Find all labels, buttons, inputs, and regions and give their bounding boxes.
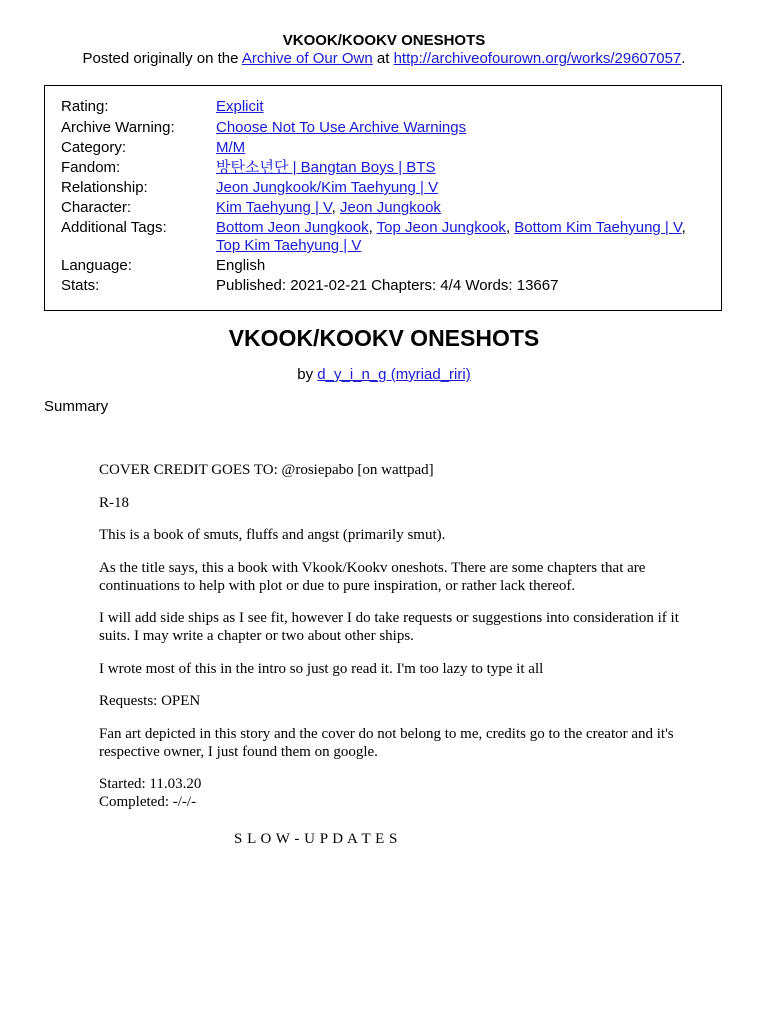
category-label: Category:	[61, 139, 127, 156]
summary-paragraph: COVER CREDIT GOES TO: @rosiepabo [on wattpad]	[99, 462, 434, 478]
summary-heading: Summary	[44, 398, 109, 415]
summary-paragraph: I wrote most of this in the intro so just go read it. I'm too lazy to type it all	[99, 660, 544, 677]
language-value: English	[216, 257, 266, 274]
summary-paragraph: I will add side ships as I see fit, however I do take requests or suggestions into consideration if it suits. I may write a chapter or two about other ships.	[99, 610, 679, 644]
tag-link[interactable]: Top Kim Taehyung | V	[216, 237, 362, 254]
character-label: Character:	[61, 199, 132, 216]
started-completed	[99, 775, 699, 811]
stats-label: Stats:	[61, 277, 100, 294]
warning-link[interactable]: Choose Not To Use Archive Warnings	[216, 119, 467, 136]
document-header-title: VKOOK/KOOKV ONESHOTS	[282, 32, 486, 49]
summary-paragraph: This is a book of smuts, fluffs and angst (primarily smut).	[99, 527, 446, 543]
posted-line	[0, 50, 768, 68]
rating-link[interactable]: Explicit	[216, 98, 264, 115]
posted-prefix: Posted originally on the	[82, 50, 239, 67]
summary-paragraph: As the title says, this a book with Vkook/Kookv oneshots. There are some chapters that are continuations to help with plot or due to pure inspiration, or rather lack thereof.	[99, 559, 646, 594]
tag-link[interactable]: Top Jeon Jungkook	[376, 219, 506, 236]
category-link[interactable]: M/M	[216, 139, 246, 156]
started-date: Started: 11.03.20	[99, 776, 202, 792]
at-text: at	[376, 50, 390, 67]
author-link[interactable]: d_y_i_n_g (myriad_riri)	[317, 366, 471, 383]
tag-link[interactable]: Bottom Jeon Jungkook	[216, 219, 369, 236]
slow-updates-note: S L O W - U P D A T E S	[234, 831, 398, 847]
language-label: Language:	[61, 257, 132, 274]
byline	[0, 366, 768, 384]
tags-label: Additional Tags:	[61, 219, 167, 236]
fandom-link[interactable]: 방탄소년단 | Bangtan Boys | BTS	[216, 159, 436, 176]
summary-paragraph: Requests: OPEN	[99, 693, 201, 709]
summary-paragraph: R-18	[99, 494, 129, 511]
character-link[interactable]: Kim Taehyung | V	[216, 199, 332, 216]
work-title: VKOOK/KOOKV ONESHOTS	[228, 325, 540, 351]
warning-label: Archive Warning:	[61, 119, 175, 136]
by-text: by	[297, 366, 314, 383]
tag-link[interactable]: Bottom Kim Taehyung | V	[514, 219, 682, 236]
completed-date: Completed: -/-/-	[99, 794, 197, 810]
summary-text	[99, 461, 699, 826]
relationship-label: Relationship:	[61, 179, 148, 196]
archive-link[interactable]: Archive of Our Own	[241, 50, 373, 67]
stats-value: Published: 2021-02-21 Chapters: 4/4 Words: 13667	[216, 277, 559, 294]
rating-label: Rating:	[61, 98, 109, 115]
character-link[interactable]: Jeon Jungkook	[340, 199, 441, 216]
metadata-box: Rating: Explicit Archive Warning: Choose Not To Use Archive Warnings Category: M/M Fandom: 방탄소년단 | Bangtan Boys | BTS Relationship: Jeon Jungkook/Kim Taehyung | V Character: Kim Taehyung | V, Jeon Jungkook Additional Tags: Bottom Jeon Jungkook, Top Jeon Jungkook, Bottom Kim Taehyung | V, Top Kim Taehyung | V Language: English Stats: Published: 2021-02-21 Chapters: 4/4 Words: 13667	[44, 85, 722, 311]
work-url-link[interactable]: http://archiveofourown.org/works/29607057	[393, 50, 682, 67]
relationship-link[interactable]: Jeon Jungkook/Kim Taehyung | V	[216, 179, 439, 196]
posted-period: .	[681, 50, 686, 67]
fandom-label: Fandom:	[61, 159, 121, 176]
summary-paragraph: Fan art depicted in this story and the cover do not belong to me, credits go to the creator and it's respective owner, I just found them on google.	[99, 725, 674, 760]
